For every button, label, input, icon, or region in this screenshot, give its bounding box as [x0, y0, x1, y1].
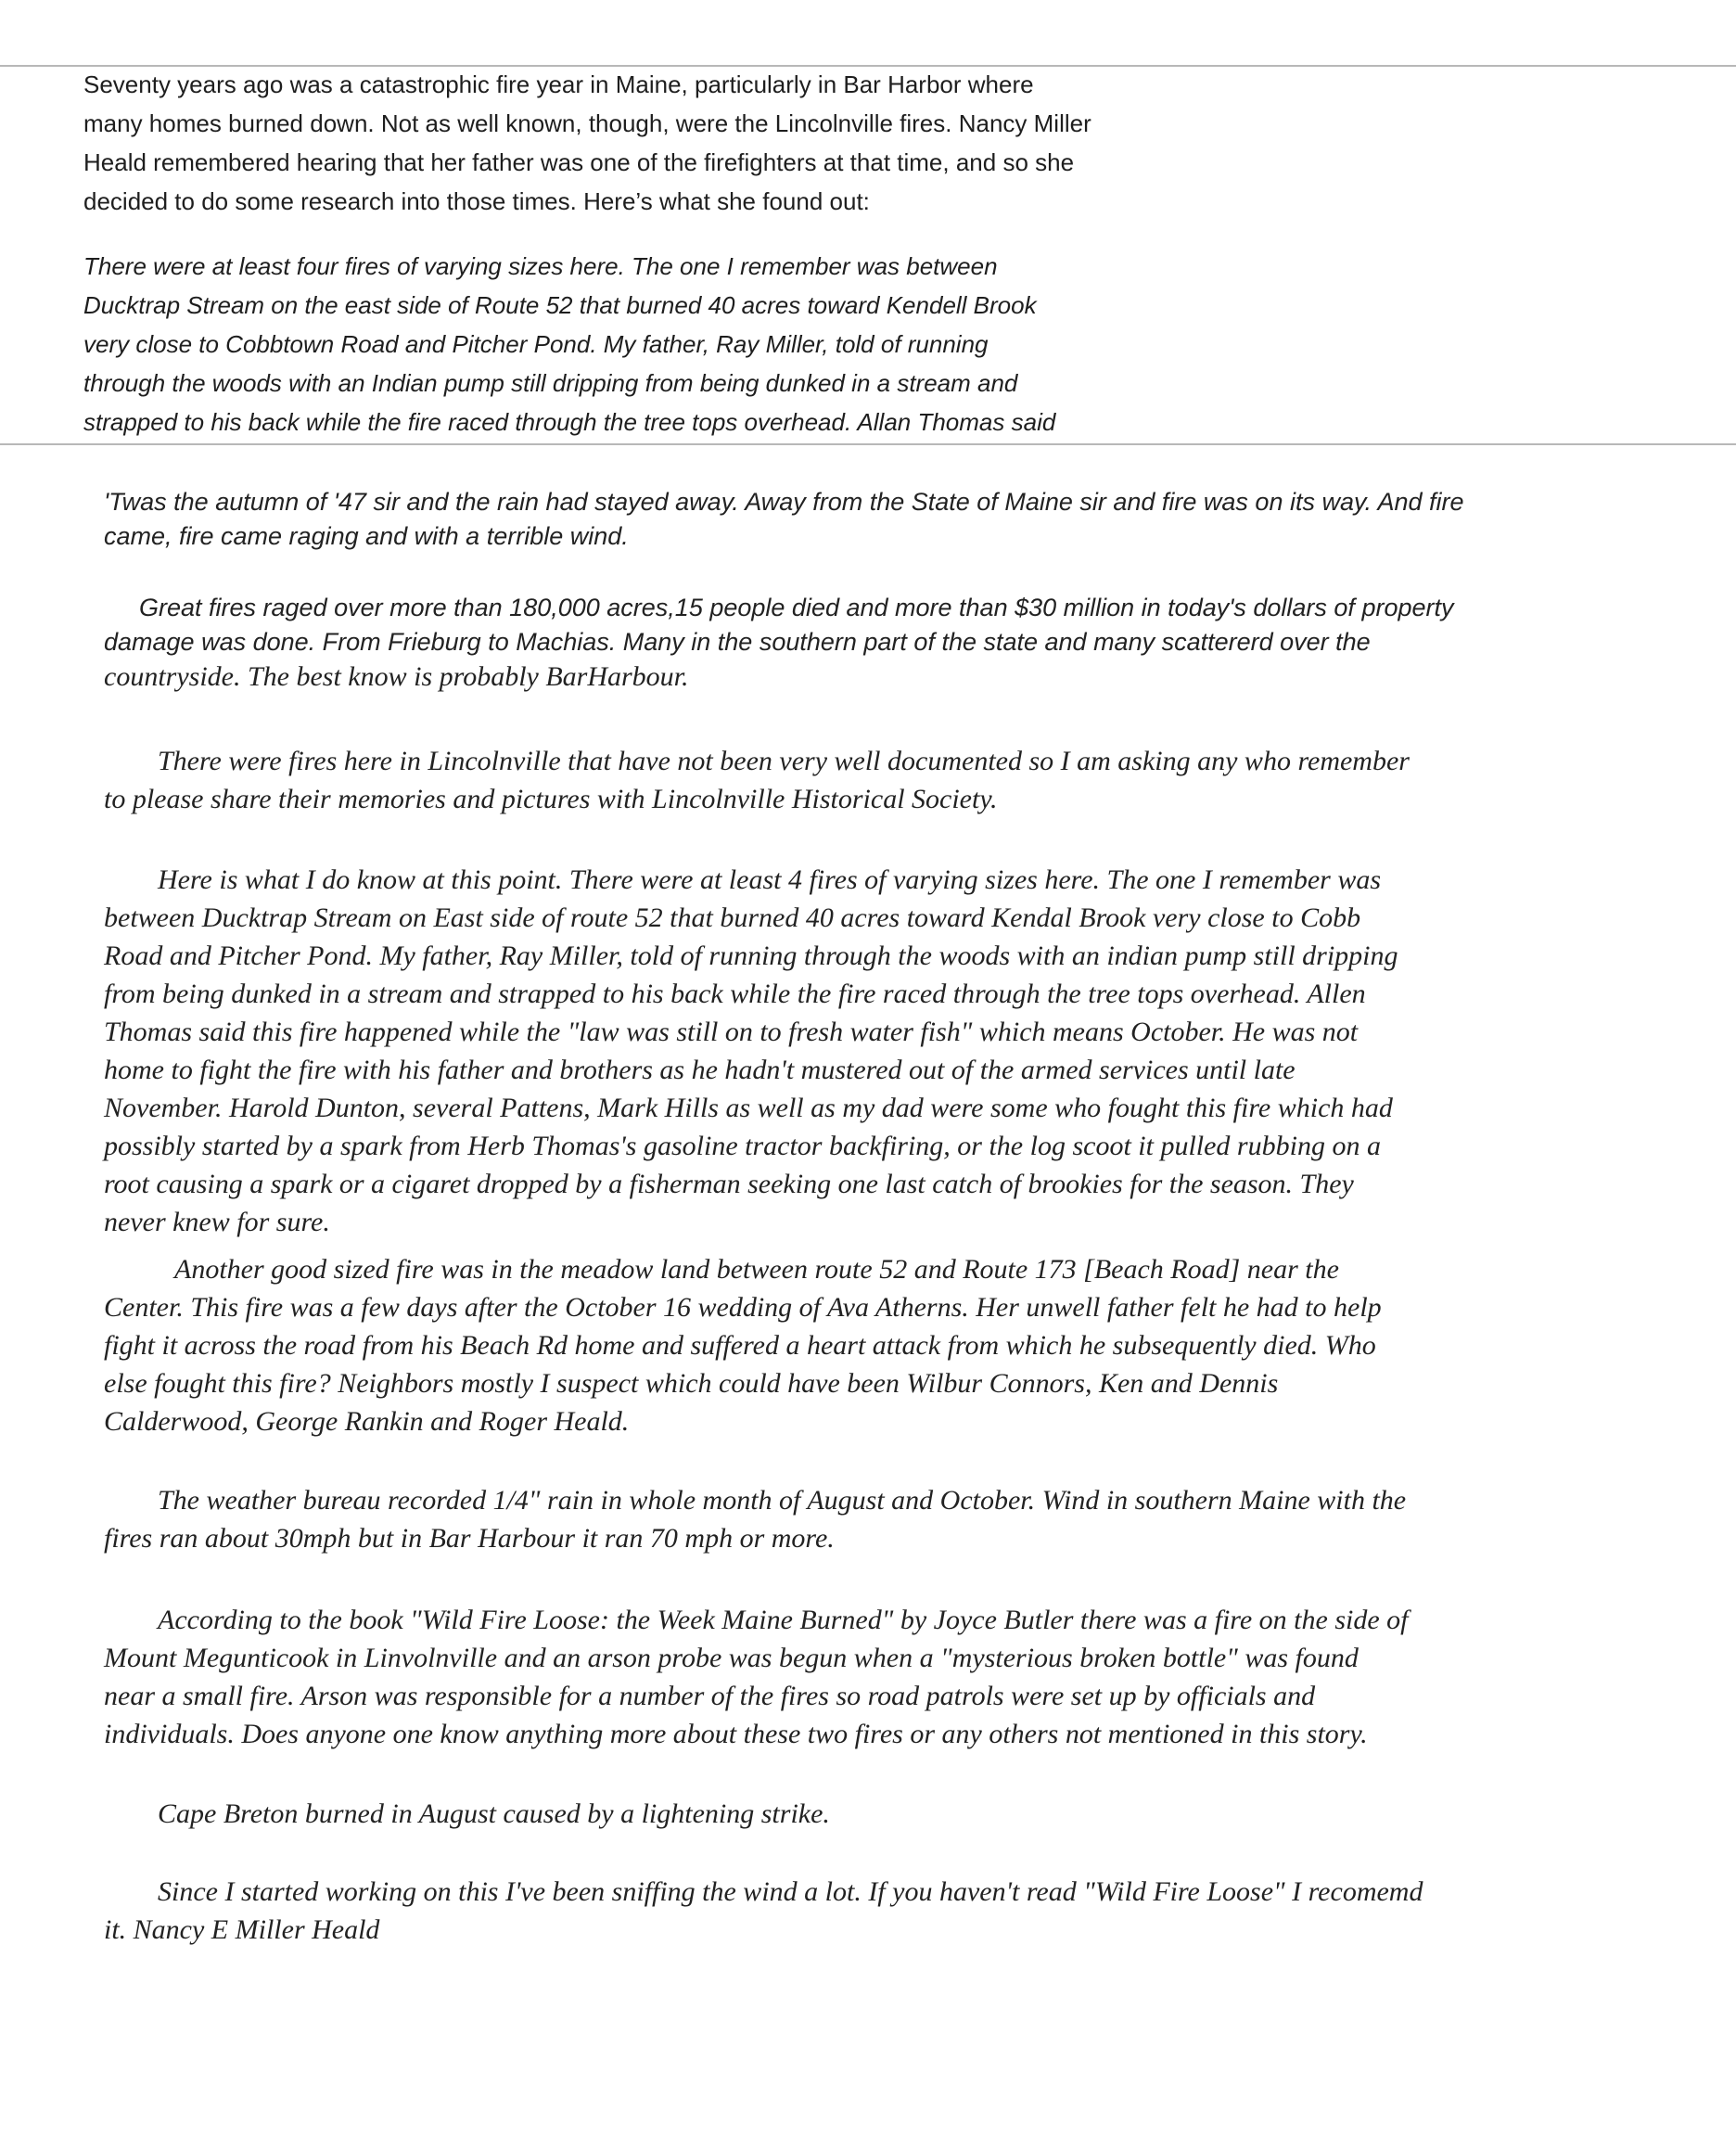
- text-line: Ducktrap Stream on the east side of Route 52 that burned 40 acres toward Kendell Brook: [83, 291, 1037, 319]
- text-line: came, fire came raging and with a terrible wind.: [104, 522, 629, 550]
- text-line: November. Harold Dunton, several Pattens, Mark Hills as well as my dad were some who fought this fire which had: [104, 1093, 1393, 1123]
- text-line: root causing a spark or a cigaret dropped by a fisherman seeking one last catch of brookies for the season. They: [104, 1169, 1354, 1199]
- clipping-intro-paragraph: [83, 65, 1091, 221]
- text-line: According to the book "Wild Fire Loose: the Week Maine Burned" by Joyce Butler there was a fire on the side of: [158, 1605, 1409, 1635]
- text-line: Calderwood, George Rankin and Roger Heald.: [104, 1406, 630, 1437]
- text-line: 'Twas the autumn of '47 sir and the rain had stayed away. Away from the State of Maine sir and fire was on its way. And fire: [104, 488, 1464, 516]
- text-line: Seventy years ago was a catastrophic fire year in Maine, particularly in Bar Harbor where: [83, 70, 1034, 98]
- text-line: home to fight the fire with his father and brothers as he hadn't mustered out of the armed services until late: [104, 1055, 1296, 1085]
- text-line: possibly started by a spark from Herb Thomas's gasoline tractor backfiring, or the log scoot it pulled rubbing on a: [104, 1131, 1381, 1161]
- text-line: never knew for sure.: [104, 1207, 330, 1237]
- text-line: The weather bureau recorded 1/4" rain in whole month of August and October. Wind in southern Maine with the: [158, 1485, 1407, 1516]
- cape-breton-paragraph: [104, 1795, 1680, 1833]
- text-line: Heald remembered hearing that her father was one of the firefighters at that time, and so she: [83, 148, 1075, 176]
- text-line: Mount Megunticook in Linvolnville and an arson probe was begun when a "mysterious broken bottle" was found: [104, 1643, 1359, 1673]
- text-line: decided to do some research into those times. Here’s what she found out:: [83, 187, 870, 215]
- clipping-bottom-border: [0, 443, 1736, 445]
- text-line: There were at least four fires of varying sizes here. The one I remember was between: [83, 252, 998, 280]
- book-reference-paragraph: [104, 1601, 1680, 1753]
- text-line: between Ducktrap Stream on East side of route 52 that burned 40 acres toward Kendal Brook very close to Cobb: [104, 902, 1361, 933]
- lincolnville-paragraph: [104, 742, 1680, 818]
- text-line: Center. This fire was a few days after the October 16 wedding of Ava Atherns. Her unwell father felt he had to help: [104, 1292, 1382, 1323]
- weather-paragraph: [104, 1481, 1680, 1557]
- text-line: else fought this fire? Neighbors mostly I suspect which could have been Wilbur Connors, Ken and Dennis: [104, 1368, 1279, 1399]
- text-line: Road and Pitcher Pond. My father, Ray Miller, told of running through the woods with an indian pump still dripping: [104, 941, 1398, 971]
- text-line: from being dunked in a stream and strapped to his back while the fire raced through the tree tops overhead. Allen: [104, 979, 1366, 1009]
- closing-paragraph: [104, 1873, 1680, 1949]
- text-line: very close to Cobbtown Road and Pitcher Pond. My father, Ray Miller, told of running: [83, 330, 989, 358]
- text-line: Here is what I do know at this point. There were at least 4 fires of varying sizes here. The one I remember was: [158, 864, 1382, 895]
- text-line: Another good sized fire was in the meadow land between route 52 and Route 173 [Beach Road] near the: [174, 1254, 1339, 1285]
- text-line: Great fires raged over more than 180,000 acres,15 people died and more than $30 million in today's dollars of property: [139, 594, 1454, 621]
- known-fires-paragraph: [104, 861, 1680, 1241]
- poem-paragraph: [104, 485, 1680, 554]
- text-line: to please share their memories and pictures with Lincolnville Historical Society.: [104, 784, 998, 814]
- text-line: Cape Breton burned in August caused by a lightening strike.: [158, 1798, 830, 1829]
- text-line: through the woods with an Indian pump still dripping from being dunked in a stream and: [83, 369, 1018, 397]
- signature-line: it. Nancy E Miller Heald: [104, 1914, 380, 1945]
- text-line: many homes burned down. Not as well known, though, were the Lincolnville fires. Nancy Miller: [83, 109, 1091, 137]
- text-line: There were fires here in Lincolnville that have not been very well documented so I am asking any who remember: [158, 746, 1410, 776]
- text-line: fires ran about 30mph but in Bar Harbour it ran 70 mph or more.: [104, 1523, 835, 1554]
- text-line: strapped to his back while the fire raced through the tree tops overhead. Allan Thomas said: [83, 408, 1056, 436]
- clipping-quote-paragraph: [83, 247, 1055, 441]
- text-line: individuals. Does anyone one know anything more about these two fires or any others not mentioned in this story.: [104, 1719, 1368, 1749]
- text-line: Thomas said this fire happened while the "law was still on to fresh water fish" which means October. He was not: [104, 1017, 1359, 1047]
- meadow-fire-paragraph: [104, 1250, 1680, 1440]
- text-line: countryside. The best know is probably BarHarbour.: [104, 661, 689, 692]
- great-fires-paragraph: [104, 591, 1680, 694]
- text-line: fight it across the road from his Beach Rd home and suffered a heart attack from which he subsequently died. Who: [104, 1330, 1376, 1361]
- text-line: Since I started working on this I've been sniffing the wind a lot. If you haven't read "Wild Fire Loose" I recomemd: [158, 1876, 1423, 1907]
- text-line: damage was done. From Frieburg to Machias. Many in the southern part of the state and many scattererd over the: [104, 628, 1371, 656]
- text-line: near a small fire. Arson was responsible for a number of the fires so road patrols were set up by officials and: [104, 1681, 1316, 1711]
